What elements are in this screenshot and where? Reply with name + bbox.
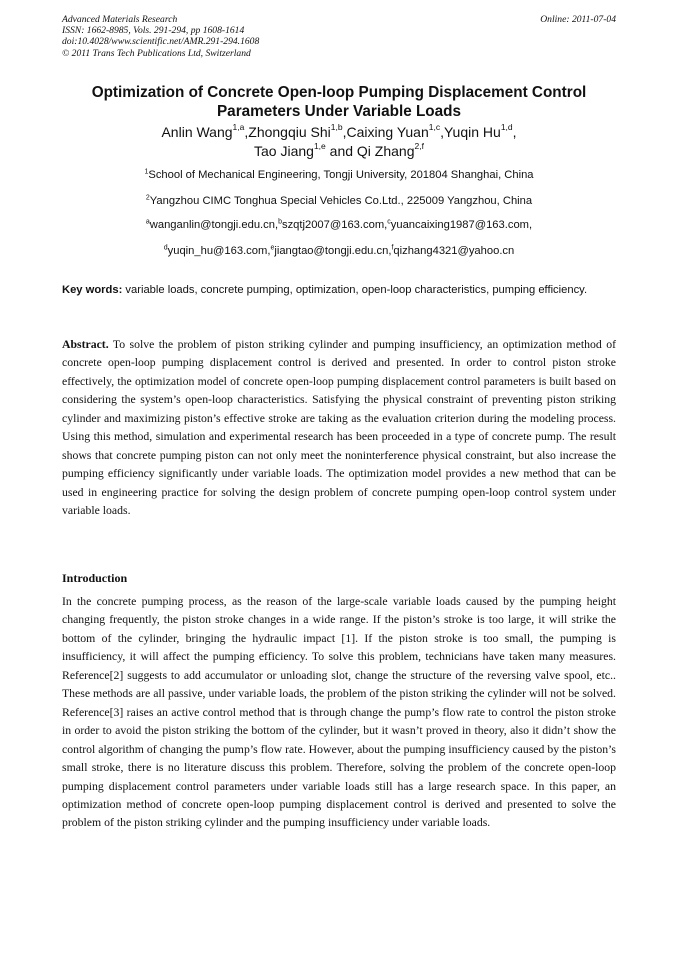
author-line-1 bbox=[62, 123, 616, 142]
introduction-paragraph: In the concrete pumping process, as the reason of the large-scale variable loads caused by the pumping height changing frequently, the piston stroke changes in a wide range. If the piston’s stroke is too large, it will strike the bottom of the cylinder, bringing the hydraulic impact [1]. If the piston stroke is too small, the pumping is insufficiency, it will affect the pumping efficiency. To solve this problem, technicians have taken many measures. Reference[2] suggests to add accumulator or unloading slot, change the structure of the reversing valve spool, etc.. These methods are all passive, under variable loads, the problem of the piston striking the cylinder will not be solved. Reference[3] raises an active control method that is through change the pump’s flow rate to control the piston stroke in order to avoid the piston striking the bottom of the cylinder, but it wasn’t proved in theory, also it didn’t show the control algorithm of changing the pump’s flow rate. However, about the pumping insufficiency caused by the piston’s small stroke, there is no literature discuss this problem. Therefore, solving the problem of the concrete open-loop pumping displacement control parameters under variable loads still has a large research space. In this paper, an optimization method of concrete open-loop pumping displacement control is derived and presented to solve the problem of the piston striking cylinder and the pumping insufficiency under variable loads. bbox=[62, 595, 616, 830]
section-heading-introduction: Introduction bbox=[62, 571, 128, 585]
affiliation-text: Yangzhou CIMC Tonghua Special Vehicles Co.Ltd., 225009 Yangzhou, China bbox=[149, 195, 533, 207]
author-name: Tao Jiang bbox=[254, 143, 314, 159]
author-sup: 1,c bbox=[428, 122, 441, 133]
author-list bbox=[62, 123, 616, 161]
email-address: wanganlin@tongji.edu.cn, bbox=[149, 219, 279, 231]
author-sup: 1,d bbox=[500, 122, 513, 133]
email-sup: b bbox=[278, 218, 282, 226]
copyright-line: © 2011 Trans Tech Publications Ltd, Switzerland bbox=[62, 47, 251, 59]
title-line-2: Parameters Under Variable Loads bbox=[216, 103, 461, 120]
author-sep: , bbox=[440, 124, 444, 140]
keywords-text: variable loads, concrete pumping, optimization, open-loop characteristics, pumping efficiency. bbox=[122, 284, 588, 296]
keywords bbox=[62, 282, 616, 300]
email-address: szqtj2007@163.com, bbox=[281, 219, 388, 231]
author-name: Anlin Wang bbox=[161, 124, 233, 140]
author-sep: , bbox=[512, 124, 517, 140]
author-sep: and bbox=[325, 143, 357, 159]
email-address: qizhang4321@yahoo.cn bbox=[393, 245, 515, 257]
affiliation-sup: 2 bbox=[145, 194, 150, 202]
abstract-label: Abstract. bbox=[62, 338, 109, 351]
author-sup: 2,f bbox=[414, 141, 424, 152]
author-name: Yuqin Hu bbox=[443, 124, 501, 140]
online-date: Online: 2011-07-04 bbox=[540, 14, 616, 25]
author-sup: 1,b bbox=[330, 122, 343, 133]
email-sup: d bbox=[163, 244, 168, 252]
title-line-1: Optimization of Concrete Open-loop Pumping Displacement Control bbox=[91, 84, 587, 101]
abstract-text: To solve the problem of piston striking cylinder and pumping insufficiency, an optimization method of concrete open-loop pumping displacement control is derived and presented. In order to control piston stroke effectively, the optimization model of concrete open-loop pumping displacement control parameters is built based on considering the system’s open-loop characteristics. Satisfying the physical constraint of preventing piston striking cylinder and maximizing piston’s effective stroke are taking as the evaluation criterion during the modeling process. Using this method, simulation and experimental research has been proceeded in a type of concrete pump. The result shows that concrete pumping piston can not only meet the noninterference physical constraint, but also increase the pumping efficiency significantly under variable loads. The optimization model provides a new method that can be used in engineering practice for solving the design problem of concrete pumping open-loop control system under variable loads. bbox=[62, 338, 616, 518]
author-name: Qi Zhang bbox=[356, 143, 415, 159]
email-address: yuancaixing1987@163.com, bbox=[390, 219, 533, 231]
author-name: Caixing Yuan bbox=[346, 124, 429, 140]
affiliation-2 bbox=[62, 194, 616, 208]
affiliation-text: School of Mechanical Engineering, Tongji University, 201804 Shanghai, China bbox=[148, 169, 534, 181]
email-sup: a bbox=[145, 218, 150, 226]
email-sup: f bbox=[391, 244, 394, 252]
issn-line: ISSN: 1662-8985, Vols. 291-294, pp 1608-1614 bbox=[62, 25, 245, 37]
paper-title bbox=[62, 83, 616, 121]
author-line-2 bbox=[62, 142, 616, 161]
keywords-label: Key words: bbox=[62, 284, 123, 296]
email-sup: e bbox=[270, 244, 275, 252]
email-address: yuqin_hu@163.com, bbox=[167, 245, 271, 257]
affiliation-1 bbox=[62, 168, 616, 182]
email-address: jiangtao@tongji.edu.cn, bbox=[274, 245, 392, 257]
author-sep: , bbox=[342, 124, 347, 140]
email-line-1 bbox=[62, 218, 616, 232]
journal-header bbox=[62, 14, 616, 59]
abstract bbox=[62, 336, 616, 521]
author-sup: 1,e bbox=[313, 141, 326, 152]
author-sep: , bbox=[244, 124, 249, 140]
affiliation-sup: 1 bbox=[144, 168, 149, 176]
author-sup: 1,a bbox=[232, 122, 245, 133]
journal-name: Advanced Materials Research bbox=[62, 14, 178, 25]
doi-line: doi:10.4028/www.scientific.net/AMR.291-294.1608 bbox=[62, 36, 260, 48]
author-name: Zhongqiu Shi bbox=[248, 124, 331, 140]
email-line-2 bbox=[62, 244, 616, 258]
email-sup: c bbox=[387, 218, 391, 226]
